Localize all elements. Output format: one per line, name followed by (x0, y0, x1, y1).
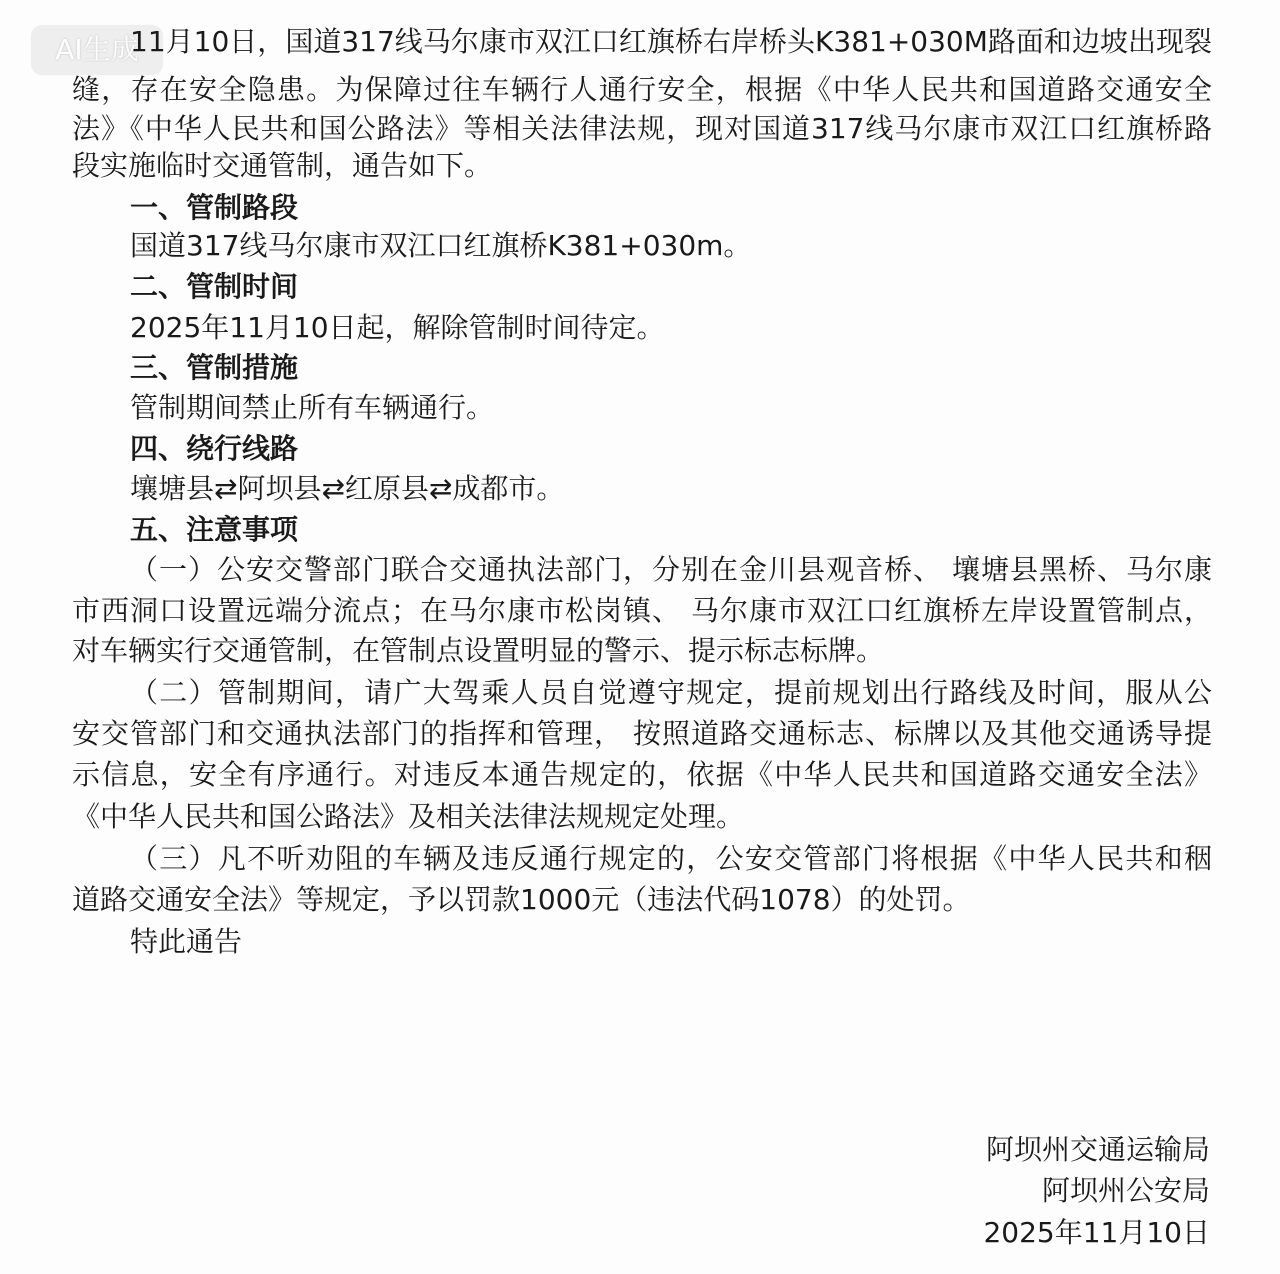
section-heading-control-road: 一、管制路段 (130, 191, 299, 224)
note-1-line: 对车辆实行交通管制，在管制点设置明显的警示、提示标志标牌。 (72, 634, 885, 667)
note-2-line: 安交管部门和交通执法部门的指挥和管理， 按照道路交通标志、标牌以及其他交通诱导提 (72, 717, 1212, 750)
note-3-line: （三）凡不听劝阻的车辆及违反通行规定的，公安交管部门将根据《中华人民共和秵 (130, 842, 1212, 875)
intro-line: 法》《中华人民共和国公路法》等相关法律法规，现对国道317线马尔康市双江口红旗桥路 (72, 112, 1212, 145)
intro-line: 缝，存在安全隐患。为保障过往车辆行人通行安全，根据《中华人民共和国道路交通安全 (72, 73, 1212, 106)
section-heading-detour: 四、绕行线路 (130, 432, 299, 465)
signature-org-transport: 阿坝州交通运输局 (985, 1133, 1210, 1166)
intro-line: 11月10日，国道317线马尔康市双江口红旗桥右岸桥头K381+030M路面和边坡出现裂 (130, 25, 1212, 58)
note-2-line: 示信息，安全有序通行。对违反本通告规定的，依据《中华人民共和国道路交通安全法》 (72, 758, 1212, 791)
section-text-detour: 壤塘县⇄阿坝县⇄红原县⇄成都市。 (130, 472, 565, 505)
signature-org-police: 阿坝州公安局 (1041, 1174, 1210, 1207)
section-heading-control-time: 二、管制时间 (130, 270, 299, 303)
note-2-line: （二）管制期间，请广大驾乘人员自觉遵守规定，提前规划出行路线及时间，服从公 (130, 676, 1212, 709)
section-text-control-time: 2025年11月10日起，解除管制时间待定。 (130, 311, 665, 344)
signature-date: 2025年11月10日 (983, 1216, 1210, 1249)
section-text-control-measures: 管制期间禁止所有车辆通行。 (130, 391, 495, 424)
intro-line: 段实施临时交通管制，通告如下。 (72, 149, 493, 182)
note-1-line: 市西洞口设置远端分流点；在马尔康市松岗镇、 马尔康市双江口红旗桥左岸设置管制点， (72, 594, 1212, 627)
closing-text: 特此通告 (130, 925, 243, 958)
section-heading-control-measures: 三、管制措施 (130, 351, 299, 384)
note-2-line: 《中华人民共和国公路法》及相关法律法规规定处理。 (72, 800, 745, 833)
note-3-line: 道路交通安全法》等规定，予以罚款1000元（违法代码1078）的处罚。 (72, 883, 971, 916)
ai-generated-watermark: AI生成 (30, 24, 164, 76)
section-heading-notes: 五、注意事项 (130, 513, 299, 546)
section-text-control-road: 国道317线马尔康市双江口红旗桥K381+030m。 (130, 229, 752, 262)
note-1-line: （一）公安交警部门联合交通执法部门，分别在金川县观音桥、 壤塘县黑桥、马尔康 (130, 553, 1212, 586)
